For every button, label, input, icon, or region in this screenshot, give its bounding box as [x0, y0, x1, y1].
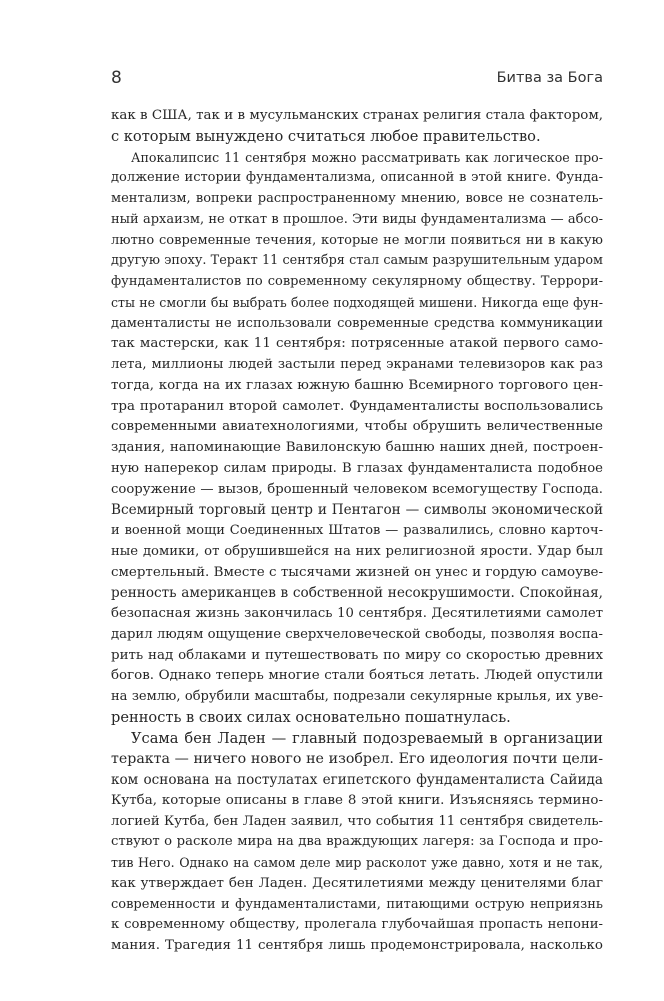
text-line: к современному обществу, пролегала глубочайшая пропасть непони-: [111, 917, 603, 933]
text-line: современности и фундаменталистами, питающими острую неприязнь: [111, 896, 603, 912]
text-line: фундаменталистов по современному секулярному обществу. Террори-: [111, 274, 603, 289]
text-line: сооружение — вызов, брошенный человеком всемогуществу Господа.: [111, 481, 603, 497]
text-line: и военной мощи Соединенных Штатов — развалились, словно карточ-: [111, 523, 603, 538]
text-line: смертельный. Вместе с тысячами жизней он унес и гордую самоуве-: [111, 564, 603, 580]
text-line: ную наперекор силам природы. В глазах фундаменталиста подобное: [111, 460, 603, 476]
text-line: лета, миллионы людей застыли перед экранами телевизоров как раз: [111, 357, 603, 372]
text-line: тогда, когда на их глазах южную башню Всемирного торгового цен-: [111, 377, 603, 393]
text-line: ный архаизм, не откат в прошлое. Эти виды фундаментализма — абсо-: [111, 211, 603, 227]
text-line: рить над облаками и путешествовать по миру со скоростью древних: [111, 647, 603, 663]
text-line: ком основана на постулатах египетского фундаменталиста Сайида: [111, 772, 603, 788]
text-line: ные домики, от обрушившейся на них религиозной ярости. Удар был: [111, 543, 603, 559]
text-line: на землю, обрубили масштабы, подрезали секулярные крылья, их уве-: [111, 689, 603, 704]
text-line: как утверждает бен Ладен. Десятилетиями между ценителями благ: [111, 875, 603, 891]
text-line: сты не смогли бы выбрать более подходящей мишени. Никогда еще фун-: [111, 294, 603, 310]
text-line: ствуют о расколе мира на два враждующих лагеря: за Господа и про-: [111, 834, 603, 850]
text-line: современными авиатехнологиями, чтобы обрушить величественные: [111, 419, 603, 435]
body-text: [111, 106, 603, 957]
text-line: другую эпоху. Теракт 11 сентября стал самым разрушительным ударом: [111, 253, 603, 269]
text-line: должение истории фундаментализма, описанной в этой книге. Фунда-: [111, 170, 603, 186]
text-line: тра протаранил второй самолет. Фундаменталисты воспользовались: [111, 398, 603, 414]
text-line: лютно современные течения, которые не могли появиться ни в какую: [111, 232, 603, 248]
text-line: Кутба, которые описаны в главе 8 этой книги. Изъясняясь термино-: [111, 792, 603, 808]
text-line: мания. Трагедия 11 сентября лишь продемонстрировала, насколько: [111, 938, 603, 953]
text-line: здания, напоминающие Вавилонскую башню наших дней, построен-: [111, 440, 603, 455]
text-line: безопасная жизнь закончилась 10 сентября. Десятилетиями самолет: [111, 606, 603, 621]
text-line: Усама бен Ладен — главный подозреваемый в организации: [131, 729, 603, 747]
text-line: Всемирный торговый центр и Пентагон — символы экономической: [111, 502, 603, 519]
text-line: ренность американцев в собственной несокрушимости. Спокойная,: [111, 585, 603, 602]
text-line: Апокалипсис 11 сентября можно рассматривать как логическое про-: [131, 149, 603, 165]
text-line: так мастерски, как 11 сентября: потрясенные атакой первого само-: [111, 336, 603, 352]
running-title: Битва за Бога: [496, 70, 603, 86]
text-line: логией Кутба, бен Ладен заявил, что события 11 сентября свидетель-: [111, 813, 603, 829]
text-line: дарил людям ощущение сверхчеловеческой свободы, позволяя воспа-: [111, 626, 603, 642]
text-line: богов. Однако теперь многие стали бояться летать. Людей опустили: [111, 668, 603, 684]
text-line: ментализм, вопреки распространенному мнению, вовсе не сознатель-: [111, 191, 603, 206]
text-line: ренность в своих силах основательно пошатнулась.: [111, 708, 511, 726]
page-number: 8: [111, 68, 122, 88]
text-line: даменталисты не использовали современные средства коммуникации: [111, 315, 603, 331]
text-line: как в США, так и в мусульманских странах религия стала фактором,: [111, 108, 603, 123]
text-line: тив Него. Однако на самом деле мир расколот уже давно, хотя и не так,: [111, 855, 603, 870]
page-header: [111, 68, 603, 92]
text-line: с которым вынуждено считаться любое правительство.: [111, 127, 541, 145]
text-line: теракта — ничего нового не изобрел. Его идеология почти цели-: [111, 751, 603, 768]
